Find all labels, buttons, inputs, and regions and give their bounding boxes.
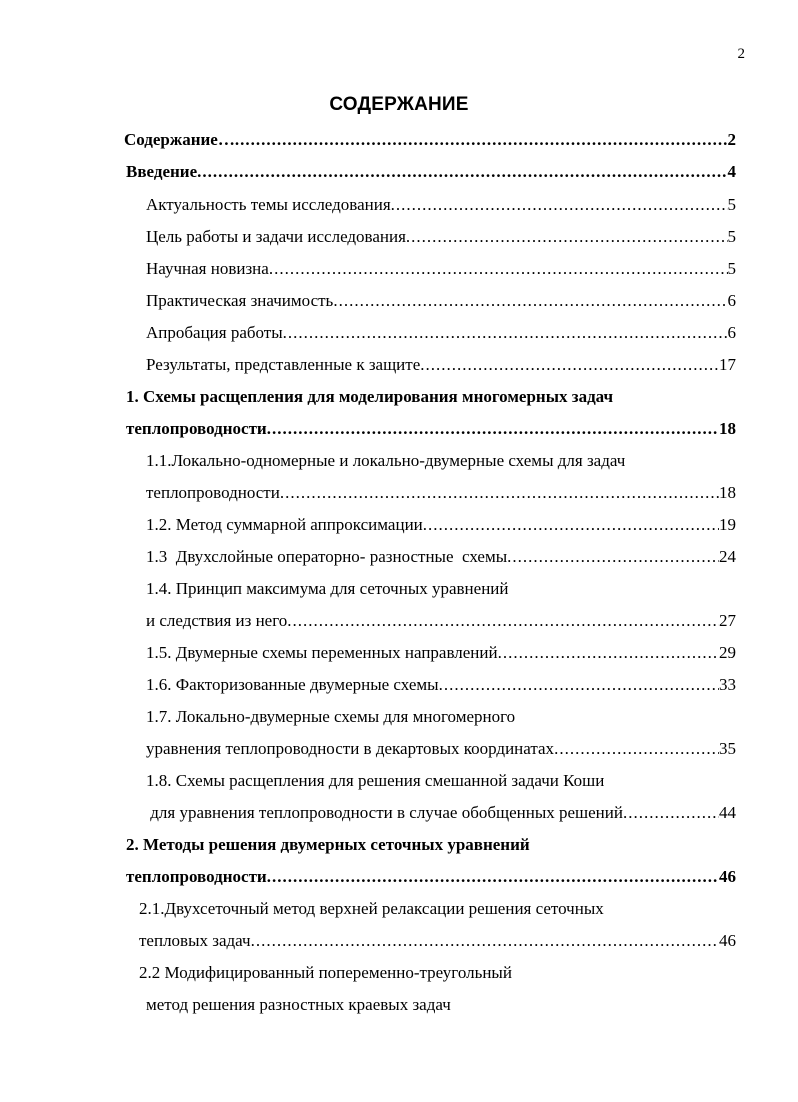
toc-entry	[146, 515, 736, 539]
toc-entry-text: 1.4. Принцип максимума для сеточных уравнений	[146, 579, 509, 598]
toc-page-number: 4	[727, 162, 736, 181]
dot-leader	[623, 803, 719, 823]
toc-entry	[139, 931, 736, 955]
toc-chapter-heading	[126, 387, 736, 411]
toc-page-number: 46	[719, 931, 736, 950]
toc-entry-heading	[146, 771, 736, 795]
toc-page-number: 5	[727, 227, 736, 246]
toc-entry	[146, 227, 736, 251]
toc-entry-text: теплопроводности	[126, 867, 267, 886]
toc-entry	[146, 195, 736, 219]
toc-entry-text: Введение	[126, 162, 198, 181]
dot-leader	[333, 291, 727, 311]
toc-entry-text: 1. Схемы расщепления для моделирования многомерных задач	[126, 387, 614, 406]
toc-entry	[146, 675, 736, 699]
toc-page-number: 24	[719, 547, 736, 566]
toc-entry	[146, 259, 736, 283]
toc-entry-text: уравнения теплопроводности в декартовых координатах	[146, 739, 555, 758]
toc-page-number: 2	[727, 130, 736, 149]
dot-leader	[391, 195, 728, 215]
toc-entry-text: 1.5. Двумерные схемы переменных направлений	[146, 643, 498, 662]
toc-entry	[146, 643, 736, 667]
toc-entry-text: Практическая значимость	[146, 291, 334, 310]
toc-entry-contents	[124, 130, 736, 154]
dot-leader	[280, 483, 719, 503]
toc-entry	[146, 483, 736, 507]
toc-entry	[146, 323, 736, 347]
toc-page-number: 27	[719, 611, 736, 630]
dot-leader	[423, 515, 719, 535]
toc-entry	[146, 611, 736, 635]
toc-entry	[146, 291, 736, 315]
dot-leader	[269, 259, 728, 279]
toc-page-number: 18	[719, 419, 736, 438]
toc-entry-text: метод решения разностных краевых задач	[146, 995, 451, 1014]
toc-page-number: 18	[719, 483, 736, 502]
dot-leader	[235, 130, 728, 150]
dot-leader	[554, 739, 719, 759]
toc-page-number: 44	[719, 803, 736, 822]
dot-leader	[267, 867, 719, 887]
toc-entry-text: 1.3 Двухслойные операторно- разностные схемы	[146, 547, 508, 566]
toc-entry-text: 2.2 Модифицированный попеременно-треугольный	[139, 963, 512, 982]
toc-entry-text: Апробация работы	[146, 323, 283, 342]
toc-entry-heading	[139, 963, 736, 987]
toc-entry-text: и следствия из него	[146, 611, 288, 630]
toc-entry-heading	[146, 451, 736, 475]
toc-entry-text: Результаты, представленные к защите	[146, 355, 421, 374]
toc-page-number: 29	[719, 643, 736, 662]
toc-entry	[146, 355, 736, 379]
page-number: 2	[737, 46, 745, 62]
toc-entry-text: 1.7. Локально-двумерные схемы для многомерного	[146, 707, 516, 726]
dot-leader	[283, 323, 728, 343]
toc-entry-text: 1.2. Метод суммарной аппроксимации	[146, 515, 423, 534]
toc-entry	[126, 867, 736, 891]
dot-leader	[420, 355, 719, 375]
toc-entry-text: теплопроводности	[146, 483, 280, 502]
toc-entry	[146, 547, 736, 571]
toc-entry-text: Содержание…	[124, 130, 235, 149]
toc-page-number: 5	[727, 259, 736, 278]
toc-entry-text: 1.8. Схемы расщепления для решения смешанной задачи Коши	[146, 771, 605, 790]
toc-entry-text: 2. Методы решения двумерных сеточных уравнений	[126, 835, 530, 854]
dot-leader	[507, 547, 719, 567]
dot-leader	[267, 419, 719, 439]
toc-page-number: 6	[727, 291, 736, 310]
page-title: СОДЕРЖАНИЕ	[329, 94, 469, 115]
dot-leader	[498, 643, 719, 663]
toc-chapter-heading	[126, 835, 736, 859]
toc-page-number: 33	[719, 675, 736, 694]
toc-entry	[146, 803, 736, 827]
toc-page-number: 17	[719, 355, 736, 374]
toc-page-number: 35	[719, 739, 736, 758]
toc-entry-text: тепловых задач	[139, 931, 251, 950]
toc-page-number: 5	[727, 195, 736, 214]
toc-entry-text: Актуальность темы исследования	[146, 195, 391, 214]
toc-entry-heading	[146, 707, 736, 731]
toc-entry	[146, 739, 736, 763]
dot-leader	[439, 675, 719, 695]
toc-entry-text: 2.1.Двухсеточный метод верхней релаксации решения сеточных	[139, 899, 604, 918]
toc-entry-text: Научная новизна	[146, 259, 269, 278]
toc-entry-text: Цель работы и задачи исследования	[146, 227, 406, 246]
dot-leader	[251, 931, 719, 951]
toc-entry-text: для уравнения теплопроводности в случае обобщенных решений	[146, 803, 623, 822]
toc-page-number: 6	[727, 323, 736, 342]
toc-page-number: 46	[719, 867, 736, 886]
toc-entry-heading	[146, 995, 736, 1019]
toc-page-number: 19	[719, 515, 736, 534]
dot-leader	[197, 162, 727, 182]
toc-entry-text: 1.1.Локально-одномерные и локально-двумерные схемы для задач	[146, 451, 626, 470]
toc-entry-text: 1.6. Факторизованные двумерные схемы	[146, 675, 439, 694]
toc-entry-introduction	[126, 162, 736, 186]
toc-entry	[126, 419, 736, 443]
toc-entry-heading	[146, 579, 736, 603]
toc-entry-text: теплопроводности	[126, 419, 267, 438]
toc-entry-heading	[139, 899, 736, 923]
dot-leader	[406, 227, 728, 247]
dot-leader	[287, 611, 719, 631]
